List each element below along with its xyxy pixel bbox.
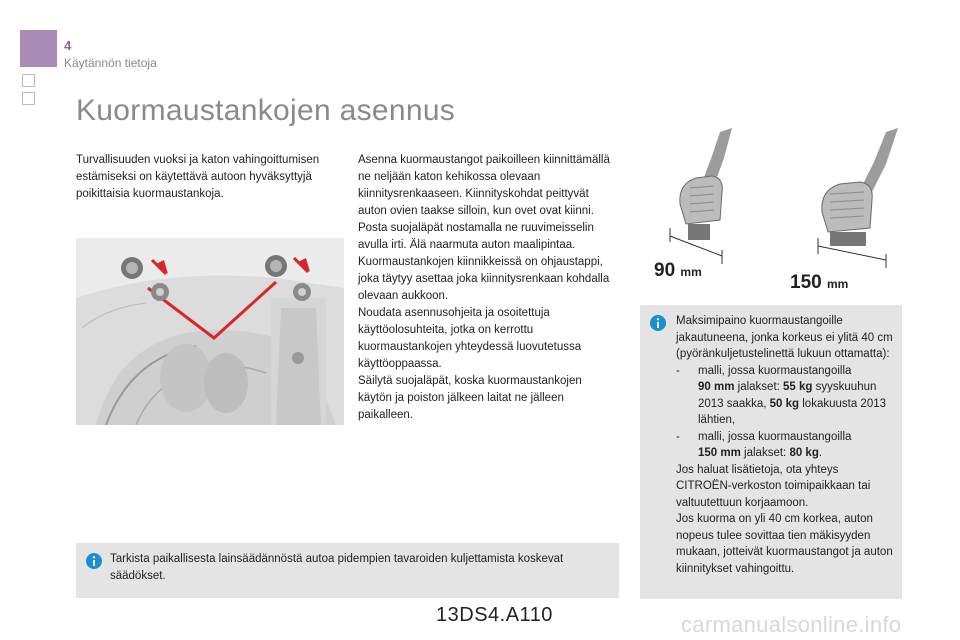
body-line-4: Noudata asennusohjeita ja osoitettuja käyttöolosuhteita, jotka on kerrottu kuormaustankojen yhteydessä luovutetussa käyttöoppaassa. bbox=[358, 307, 582, 370]
info-icon bbox=[86, 553, 102, 569]
rack-label-right-unit: mm bbox=[826, 277, 849, 291]
item2-weight: 80 kg bbox=[789, 447, 819, 459]
body-line-3: Kuormaustankojen kiinnikkeissä on ohjaustappi, joka täytyy asettaa joka kiinnitysrenkaan kohdalla olevaan aukkoon. bbox=[358, 256, 610, 302]
page-title: Kuormaustankojen asennus bbox=[76, 94, 456, 127]
installation-instructions bbox=[358, 152, 618, 424]
legislation-note-text: Tarkista paikallisesta lainsäädännöstä autoa pidempien tavaroiden kuljettamista koskevat säädökset. bbox=[110, 553, 564, 582]
load-item-150mm bbox=[676, 429, 896, 462]
rack-label-right bbox=[790, 272, 848, 294]
rack-label-left bbox=[654, 260, 702, 282]
car-door-frame-illustration bbox=[76, 238, 344, 425]
load-item-90mm bbox=[676, 363, 896, 429]
item1-weight-b: 50 kg bbox=[769, 397, 800, 410]
info-contact: Jos haluat lisätietoja, ota yhteys CITROËN-verkoston toimipaikkaan tai valtuutettuun korjaamoon. bbox=[676, 463, 871, 509]
body-line-1: Asenna kuormaustangot paikoilleen kiinnittämällä ne neljään katon kehikossa olevaan kiinnitysrenkaaseen. Kiinnityskohdat peittyvät auton ovien taakse silloin, kun ovet ovat kiinni. bbox=[358, 154, 610, 217]
dash-marker: - bbox=[676, 364, 680, 377]
item2-model: malli, jossa kuormaustangoilla bbox=[698, 430, 852, 443]
item1-size: 90 mm bbox=[698, 381, 735, 393]
dash-marker: - bbox=[676, 430, 680, 443]
item2-size: 150 mm bbox=[698, 447, 741, 459]
nav-square-1 bbox=[22, 74, 35, 87]
item1-weight-a: 55 kg bbox=[783, 381, 813, 393]
intro-paragraph: Turvallisuuden vuoksi ja katon vahingoittumisen estämiseksi on käytettävä autoon hyväksyttyjä poikittaisia kuormaustankoja. bbox=[76, 154, 320, 200]
max-load-info-box bbox=[640, 305, 902, 599]
body-line-5: Säilytä suojaläpät, koska kuormaustankojen käytön ja poiston jälkeen laitat ne jälleen paikalleen. bbox=[358, 375, 582, 421]
rack-label-left-unit: mm bbox=[680, 265, 702, 279]
chapter-color-tab bbox=[20, 30, 57, 67]
watermark: carmanualsonline.info bbox=[681, 612, 902, 637]
chapter-title: Käytännön tietoja bbox=[64, 56, 157, 70]
info-text bbox=[676, 313, 896, 577]
info-icon bbox=[650, 315, 666, 331]
rack-label-right-value: 150 bbox=[790, 272, 822, 293]
document-code: 13DS4.A110 bbox=[436, 604, 553, 626]
item1-text-a: jalakset: bbox=[737, 381, 780, 393]
item2-text: jalakset: bbox=[744, 447, 787, 459]
item1-text-b: syyskuuhun 2013 saakka, bbox=[698, 381, 877, 410]
info-intro: Maksimipaino kuormaustangoille jakautuneena, jonka korkeus ei ylitä 40 cm (pyöränkuljetustelinettä lukuun ottamatta): bbox=[676, 315, 893, 360]
chapter-number: 4 bbox=[64, 38, 72, 53]
roof-bar-feet-illustration bbox=[650, 118, 908, 296]
nav-square-2 bbox=[22, 92, 35, 105]
item2-end: . bbox=[818, 447, 823, 459]
item1-text-c: lokakuusta 2013 lähtien, bbox=[698, 397, 887, 426]
item1-model: malli, jossa kuormaustangoilla bbox=[698, 364, 852, 377]
body-line-2: Posta suojaläpät nostamalla ne ruuvimeisselin avulla irti. Älä naarmuta auton maalipintaa. bbox=[358, 222, 594, 251]
info-speed-warning: Jos kuorma on yli 40 cm korkea, auton nopeus tulee sovittaa tien mäkisyyden mukaan, jotteivät kuormaustangot ja auton kiinnitykset vahingoittu. bbox=[676, 513, 893, 575]
legislation-note-box bbox=[76, 543, 619, 598]
rack-label-left-value: 90 bbox=[654, 260, 676, 281]
